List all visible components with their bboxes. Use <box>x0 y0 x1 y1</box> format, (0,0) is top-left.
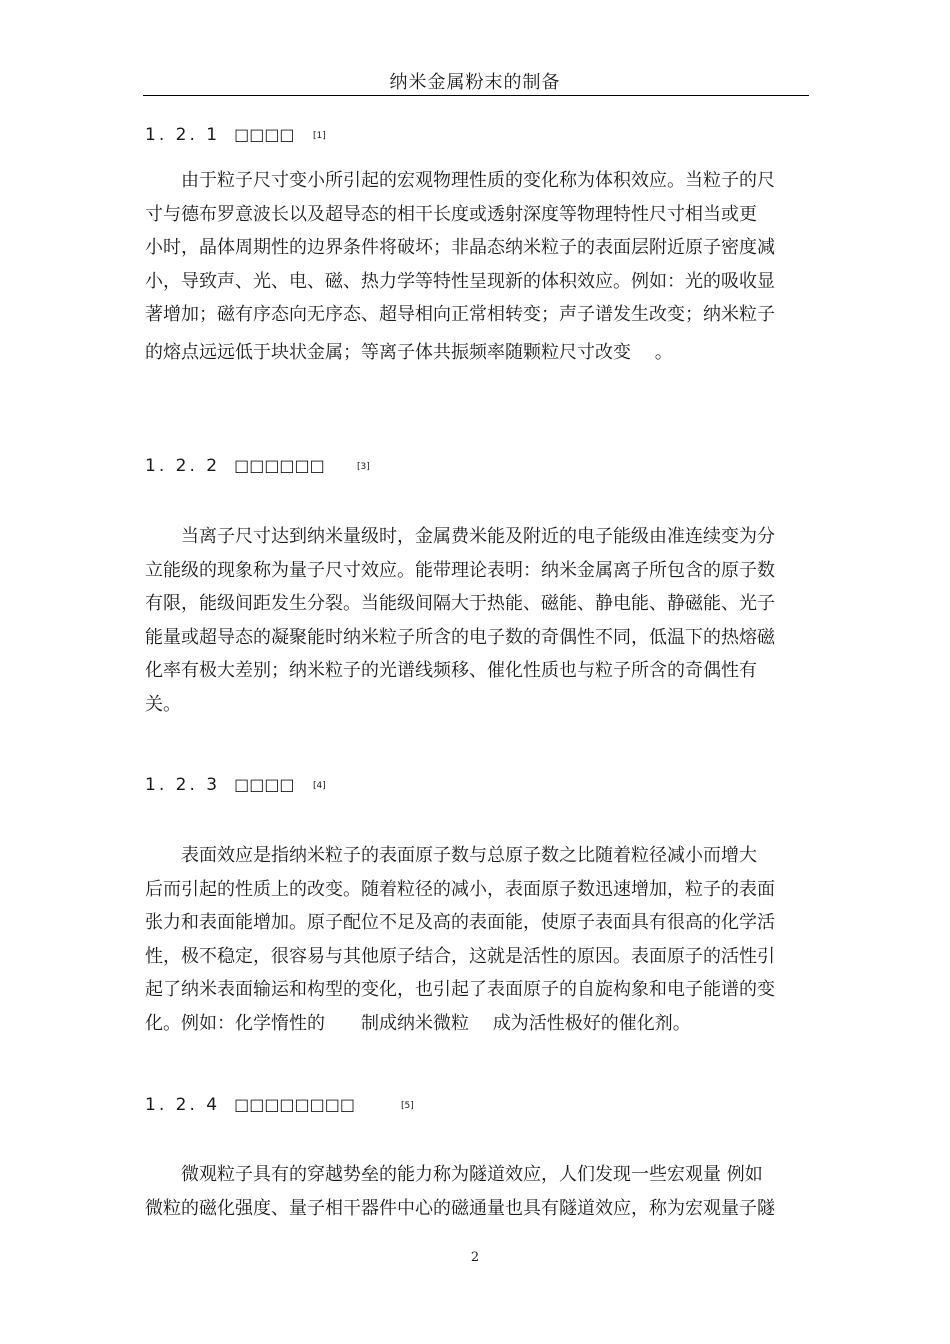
text-line: 寸与德布罗意波长以及超导态的相干长度或透射深度等物理特性尺寸相当或更 <box>145 203 757 225</box>
text-line: 微观粒子具有的穿越势垒的能力称为隧道效应，人们发现一些宏观量 例如 <box>145 1164 763 1185</box>
section-title: □□□□ <box>234 125 295 144</box>
text-line: 张力和表面能增加。原子配位不足及高的表面能，使原子表面具有很高的化学活 <box>145 912 775 933</box>
text-line: 起了纳米表面输运和构型的变化，也引起了表面原子的自旋构象和电子能谱的变 <box>145 979 775 1000</box>
section-heading-1-2-2 <box>145 456 370 476</box>
section-heading-1-2-1 <box>145 125 326 145</box>
section-title: □□□□□□□□ <box>234 1095 356 1114</box>
running-header: 纳米金属粉末的制备 <box>389 72 561 93</box>
text-line: 后而引起的性质上的改变。随着粒径的减小，表面原子数迅速增加，粒子的表面 <box>145 878 775 900</box>
text-line: 著增加；磁有序态向无序态、超导相向正常相转变；声子谱发生改变；纳米粒子 <box>145 304 775 325</box>
header-rule <box>143 95 809 96</box>
text-line: 小，导致声、光、电、磁、热力学等特性呈现新的体积效应。例如：光的吸收显 <box>145 270 775 292</box>
text-line: 当离子尺寸达到纳米量级时，金属费米能及附近的电子能级由准连续变为分 <box>145 526 775 547</box>
section-heading-1-2-3 <box>145 775 326 795</box>
text-line: 关。 <box>145 693 181 715</box>
paragraph-volume-effect <box>145 164 809 369</box>
section-number: 1. 2. 1 <box>145 125 221 145</box>
text-line: 化。例如：化学惰性的 制成纳米微粒 成为活性极好的催化剂。 <box>145 1012 691 1034</box>
section-number: 1. 2. 3 <box>145 775 221 795</box>
citation-marker: [4] <box>313 781 326 791</box>
text-line: 能量或超导态的凝聚能时纳米粒子所含的电子数的奇偶性不同，低温下的热熔磁 <box>145 626 775 648</box>
paragraph-tunnel-effect <box>145 1158 809 1225</box>
section-number: 1. 2. 2 <box>145 456 221 476</box>
paragraph-surface-effect <box>145 839 809 1040</box>
section-title: □□□□□□ <box>234 456 325 475</box>
citation-marker: [5] <box>401 1101 414 1111</box>
text-line: 有限，能级间距发生分裂。当能级间隔大于热能、磁能、静电能、静磁能、光子 <box>145 593 775 614</box>
text-line: 的熔点远远低于块状金属；等离子体共振频率随颗粒尺寸改变 。 <box>145 341 673 363</box>
section-heading-1-2-4 <box>145 1095 414 1115</box>
text-line: 微粒的磁化强度、量子相干器件中心的磁通量也具有隧道效应，称为宏观量子隧 <box>145 1197 775 1219</box>
citation-marker: [3] <box>357 462 370 472</box>
text-line: 小时，晶体周期性的边界条件将破坏；非晶态纳米粒子的表面层附近原子密度减 <box>145 237 775 258</box>
section-number: 1. 2. 4 <box>145 1095 221 1115</box>
text-line: 立能级的现象称为量子尺寸效应。能带理论表明：纳米金属离子所包含的原子数 <box>145 559 775 581</box>
citation-marker: [1] <box>313 131 326 141</box>
section-title: □□□□ <box>234 775 295 794</box>
text-line: 由于粒子尺寸变小所引起的宏观物理性质的变化称为体积效应。当粒子的尺 <box>145 170 775 191</box>
paragraph-quantum-size-effect <box>145 520 809 721</box>
text-line: 化率有极大差别；纳米粒子的光谱线频移、催化性质也与粒子所含的奇偶性有 <box>145 660 757 681</box>
text-line: 表面效应是指纳米粒子的表面原子数与总原子数之比随着粒径减小而增大 <box>145 845 757 866</box>
page-number: 2 <box>470 1250 480 1265</box>
text-line: 性，极不稳定，很容易与其他原子结合，这就是活性的原因。表面原子的活性引 <box>145 945 775 967</box>
